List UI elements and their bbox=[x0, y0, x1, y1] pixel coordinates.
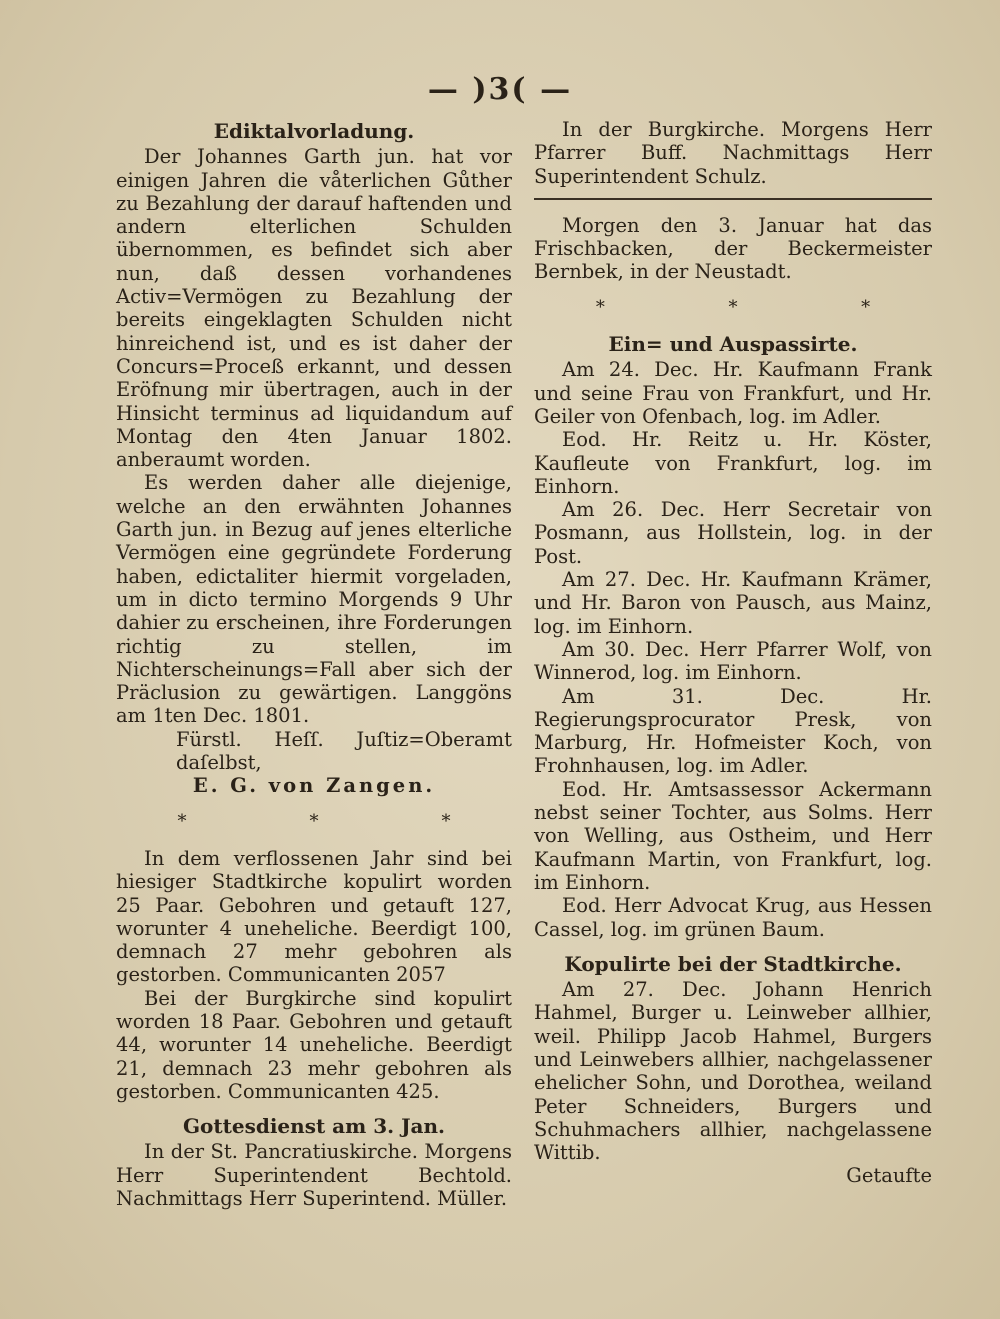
stats-paragraph-1: In dem verflossenen Jahr sind bei hiesiger Stadtkirche kopulirt worden 25 Paar. Gebohren und getauft 127, worunter 4 uneheliche. Beerdigt 100, demnach 27 mehr gebohren als gestorben. Communicanten 2057 bbox=[116, 846, 512, 987]
kopulirte-paragraph: Am 27. Dec. Johann Henrich Hahmel, Burger u. Leinweber allhier, weil. Philipp Jacob Hahmel, Burgers und Leinwebers allhier, nachgelassener ehelicher Sohn, und Dorothea, weiland Peter Schneiders, Burgers und Schuhmachers allhier, nachgelassene Wittib. bbox=[534, 978, 932, 1165]
asterism: * bbox=[177, 810, 187, 832]
gottesdienst-paragraph: In der St. Pancratiuskirche. Morgens Herr Superintendent Bechtold. Nachmittags Herr Superintend. Müller. bbox=[116, 1140, 512, 1211]
passirte-entry: Am 26. Dec. Herr Secretair von Posmann, aus Hollstein, log. in der Post. bbox=[534, 498, 932, 568]
divider-rule bbox=[534, 198, 932, 200]
passirte-entry: Eod. Hr. Reitz u. Hr. Köster, Kaufleute von Frankfurt, log. im Einhorn. bbox=[534, 428, 932, 498]
page-number: — )3( — bbox=[427, 72, 573, 107]
asterism: * bbox=[861, 296, 871, 318]
edikt-paragraph-1: Der Johannes Garth jun. hat vor einigen Jahren die våterlichen Gůther zu Bezahlung der darauf haftenden und andern elterlichen Schulden übernommen, es befindet sich aber nun, daß dessen vorhandenes Activ=Vermögen zu Bezahlung der bereits eingeklagten Schulden nicht hinreichend ist, und es ist daher der Concurs=Proceß erkannt, und dessen Eröfnung mir übertragen, auch in der Hinsicht terminus ad liquidandum auf Montag den 4ten Januar 1802. anberaumt worden. bbox=[116, 145, 512, 472]
passirte-entry: Am 30. Dec. Herr Pfarrer Wolf, von Winnerod, log. im Einhorn. bbox=[534, 637, 932, 685]
star-divider bbox=[116, 810, 512, 833]
asterism: * bbox=[441, 810, 451, 832]
catchword: Getaufte bbox=[846, 1164, 932, 1188]
gottesdienst-heading: Gottesdienst am 3. Jan. bbox=[182, 1114, 446, 1139]
edikt-heading: Ediktalvorladung. bbox=[213, 119, 415, 143]
passirte-entry: Am 24. Dec. Hr. Kaufmann Frank und seine Frau von Frankfurt, und Hr. Geiler von Ofenbach, log. im Adler. bbox=[534, 358, 932, 428]
burgkirche-paragraph: In der Burgkirche. Morgens Herr Pfarrer Buff. Nachmittags Herr Superintendent Schulz. bbox=[534, 118, 932, 188]
signature-authority: Fürstl. Heſſ. Juſtiz=Oberamt daſelbst, bbox=[176, 727, 512, 775]
asterism: * bbox=[309, 810, 319, 832]
left-column bbox=[116, 118, 512, 1210]
star-divider bbox=[534, 296, 932, 319]
asterism: * bbox=[595, 296, 605, 318]
asterism: * bbox=[728, 296, 738, 318]
right-column bbox=[534, 118, 932, 1188]
stats-paragraph-2: Bei der Burgkirche sind kopulirt worden 18 Paar. Gebohren und getauft 44, worunter 14 uneheliche. Beerdigt 21, demnach 23 mehr gebohren als gestorben. Communicanten 425. bbox=[116, 986, 512, 1103]
passirte-entry: Eod. Hr. Amtsassessor Ackermann nebst seiner Tochter, aus Solms. Herr von Welling, aus Ostheim, und Herr Kaufmann Martin, von Frankfurt, log. im Einhorn. bbox=[534, 777, 932, 894]
kopulirte-heading: Kopulirte bei der Stadtkirche. bbox=[564, 951, 902, 976]
passirte-entry: Am 31. Dec. Hr. Regierungsprocurator Presk, von Marburg, Hr. Hofmeister Koch, von Frohnhausen, log. im Adler. bbox=[534, 684, 932, 778]
passirte-entry: Eod. Herr Advocat Krug, aus Hessen Cassel, log. im grünen Baum. bbox=[534, 894, 932, 941]
signature-name: E. G. von Zangen. bbox=[192, 774, 436, 798]
edikt-paragraph-2: Es werden daher alle diejenige, welche an den erwähnten Johannes Garth jun. in Bezug auf jenes elterliche Vermögen eine gegründete Forderung haben, edictaliter hiermit vorgeladen, um in dicto termino Morgends 9 Uhr dahier zu erscheinen, ihre Forderungen richtig zu stellen, im Nichterscheinungs=Fall aber sich der Präclusion zu gewärtigen. Langgöns am 1ten Dec. 1801. bbox=[116, 471, 512, 728]
passirte-heading: Ein= und Auspassirte. bbox=[608, 332, 858, 357]
frischbacken-paragraph: Morgen den 3. Januar hat das Frischbacken, der Beckermeister Bernbek, in der Neustadt. bbox=[534, 213, 932, 284]
passirte-entry: Am 27. Dec. Hr. Kaufmann Krämer, und Hr. Baron von Pausch, aus Mainz, log. im Einhorn. bbox=[534, 568, 932, 638]
